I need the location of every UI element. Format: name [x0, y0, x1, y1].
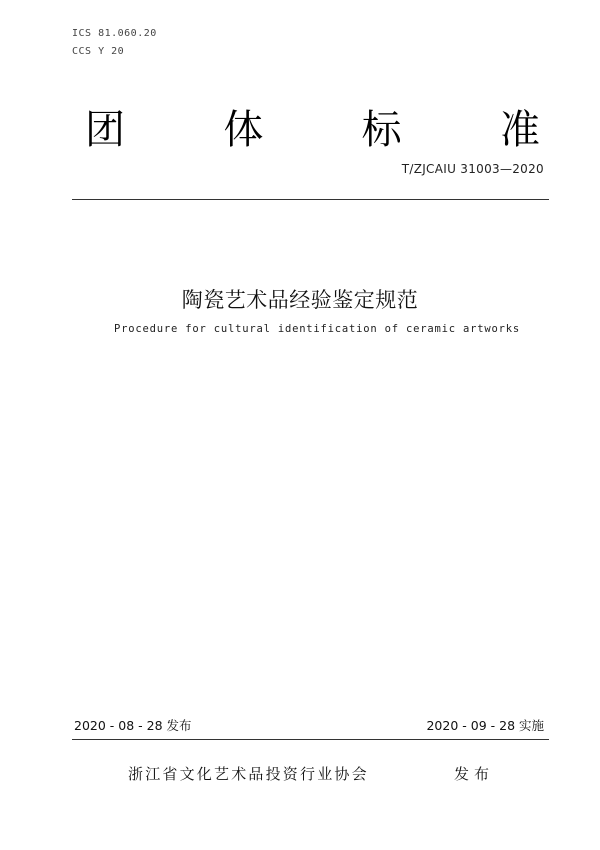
ccs-code: CCS Y 20 [72, 46, 125, 57]
issuing-organization: 浙江省文化艺术品投资行业协会 [128, 765, 369, 783]
issue-date: 2020 - 08 - 28 发布 [74, 718, 192, 733]
document-type-heading [75, 98, 550, 155]
implementation-date: 2020 - 09 - 28 实施 [426, 718, 544, 733]
title-chinese: 陶瓷艺术品经验鉴定规范 [181, 288, 419, 312]
doc-type-char-1: 团 [85, 107, 125, 153]
bottom-divider [72, 739, 549, 740]
doc-type-char-3: 标 [361, 107, 402, 153]
doc-type-char-4: 准 [499, 107, 540, 153]
standard-number: T/ZJCAIU 31003—2020 [401, 162, 544, 176]
ics-code: ICS 81.060.20 [72, 28, 157, 39]
top-divider [72, 199, 549, 200]
publish-label: 发布 [454, 765, 495, 783]
doc-type-char-2: 体 [223, 107, 264, 153]
title-english: Procedure for cultural identification of ceramic artworks [114, 323, 520, 335]
